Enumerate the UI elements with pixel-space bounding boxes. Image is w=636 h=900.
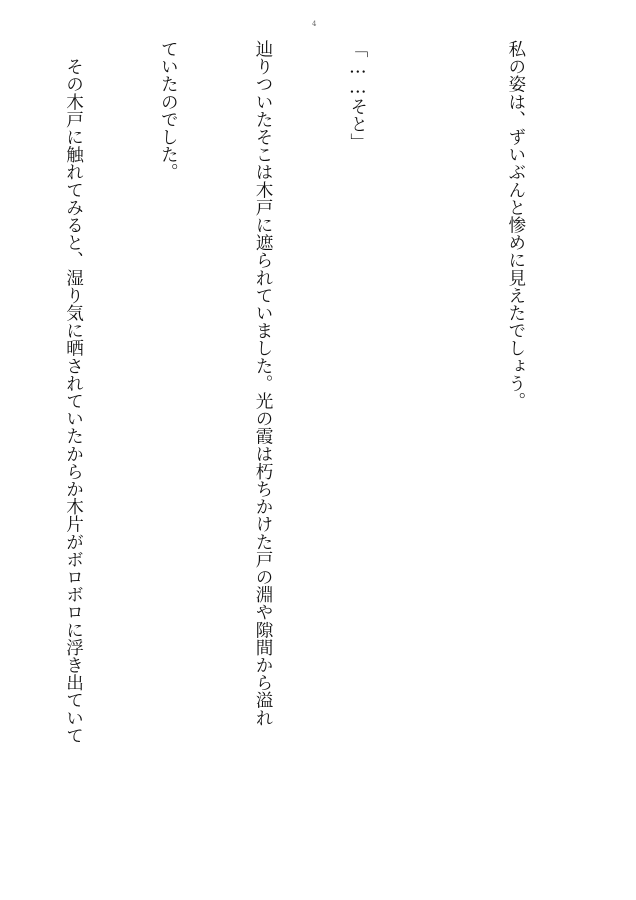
text-line: その木戸に触れてみると、湿り気に晒されていたからか木片がボロボロに浮き出ていて (63, 40, 84, 744)
text-line: ていたのでした。 (158, 40, 179, 181)
text-line: 辿りついたそこは木戸に遮られていました。光の霞は朽ちかけた戸の淵や隙間から溢れ (253, 40, 274, 727)
page-number: 4 (312, 20, 317, 28)
vertical-text-body (0, 40, 594, 880)
text-line: 私の姿は、ずいぶんと惨めに見えたでしょう。 (505, 40, 526, 410)
text-line: 「……そと」 (347, 40, 368, 151)
